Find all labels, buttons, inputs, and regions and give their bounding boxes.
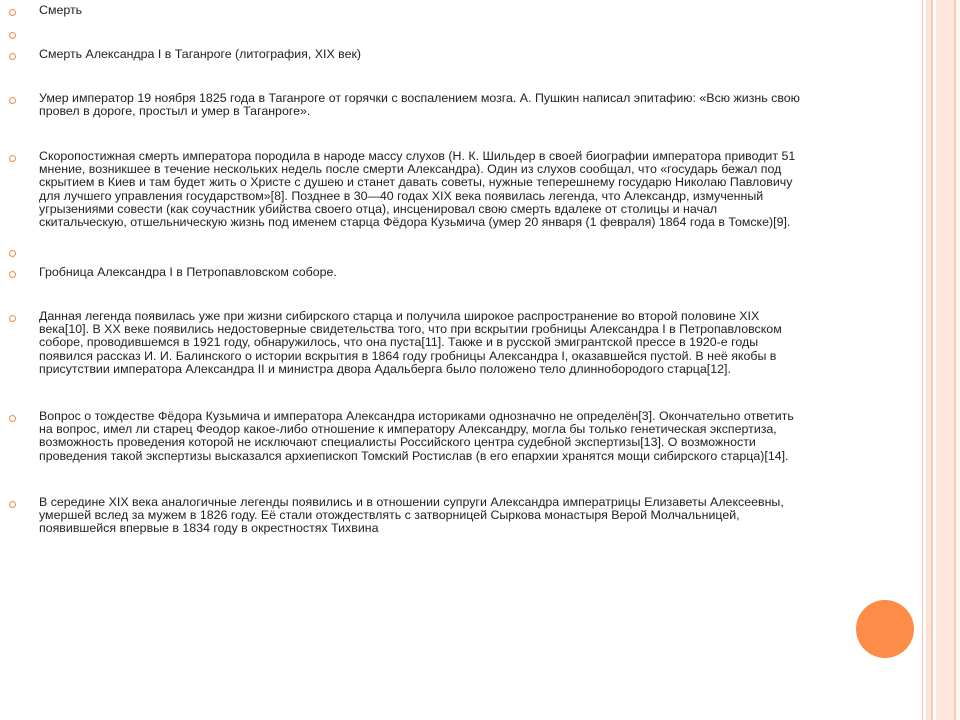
bullet-text: Гробница Александра I в Петропавловском соборе.: [39, 265, 337, 279]
accent-circle: [856, 600, 914, 658]
bullet-circle-icon: [9, 32, 16, 39]
bullet-text: Скоропостижная смерть императора породила в народе массу слухов (Н. К. Шильдер в своей биографии императора приводит 51 мнение, возникшее в течение нескольких недель после смерти Александра). Один из слухов сообщал, что «государь бежал под скрытием в Киев и там будет жить о Христе с душею и станет давать советы, нужные теперешнему государю Николаю Павловичу для лучшего управления государством»[8]. Позднее в 30—40 годах XIX века появилась легенда, что Александр, измученный угрызениями совести (как соучастник убийства своего отца), инсценировал свою смерть вдалеке от столицы и начал скитальческую, отшельническую жизнь под именем старца Фёдора Кузьмича (умер 20 января (1 февраля) 1864 года в Томске)[9].: [39, 149, 796, 230]
bullet-circle-icon: [9, 97, 16, 104]
bullet-circle-icon: [9, 415, 16, 422]
bullet-text: Вопрос о тождестве Фёдора Кузьмича и императора Александра историками однозначно не определён[3]. Окончательно ответить на вопрос, имел ли старец Феодор какое-либо отношение к императору Александру, могла бы только генетическая экспертиза, возможность проведения которой не исключают специалисты Российского центра судебной экспертизы[13]. О возможности проведения такой экспертизы высказался архиепископ Томский Ростислав (в его епархии хранятся мощи сибирского старца)[14].: [39, 409, 794, 463]
bullet-circle-icon: [9, 315, 16, 322]
decorative-stripe: [956, 0, 960, 720]
bullet-circle-icon: [9, 501, 16, 508]
bullet-circle-icon: [9, 271, 16, 278]
bullet-circle-icon: [9, 9, 16, 16]
bullet-circle-icon: [9, 53, 16, 60]
bullet-text: В середине XIX века аналогичные легенды появились и в отношении супруги Александра императрицы Елизаветы Алексеевны, умершей вслед за мужем в 1826 году. Её стали отождествлять с затворницей Сыркова монастыря Верой Молчальницей, появившейся впервые в 1834 году в окрестностях Тихвина: [39, 495, 784, 536]
bullet-text: Смерть: [39, 3, 83, 17]
bullet-circle-icon: [9, 250, 16, 257]
bullet-text: Умер император 19 ноября 1825 года в Таганроге от горячки с воспалением мозга. А. Пушкин написал эпитафию: «Всю жизнь свою провел в дороге, простыл и умер в Таганроге».: [39, 91, 800, 119]
bullet-text: Данная легенда появилась уже при жизни сибирского старца и получила широкое распространение во второй половине XIX века[10]. В XX веке появились недостоверные свидетельства того, что при вскрытии гробницы Александра I в Петропавловском соборе, проводившемся в 1921 году, обнаружилось, что она пуста[11]. Также и в русской эмигрантской прессе в 1920-е годы появился рассказ И. И. Балинского о истории вскрытия в 1864 году гробницы Александра I, оказавшейся пустой. В неё якобы в присутствии императора Александра II и министра двора Адальберга было положено тело длиннобородого старца[12].: [39, 309, 782, 376]
bullet-circle-icon: [9, 155, 16, 162]
bullet-text: Смерть Александра I в Таганроге (литография, XIX век): [39, 47, 362, 61]
